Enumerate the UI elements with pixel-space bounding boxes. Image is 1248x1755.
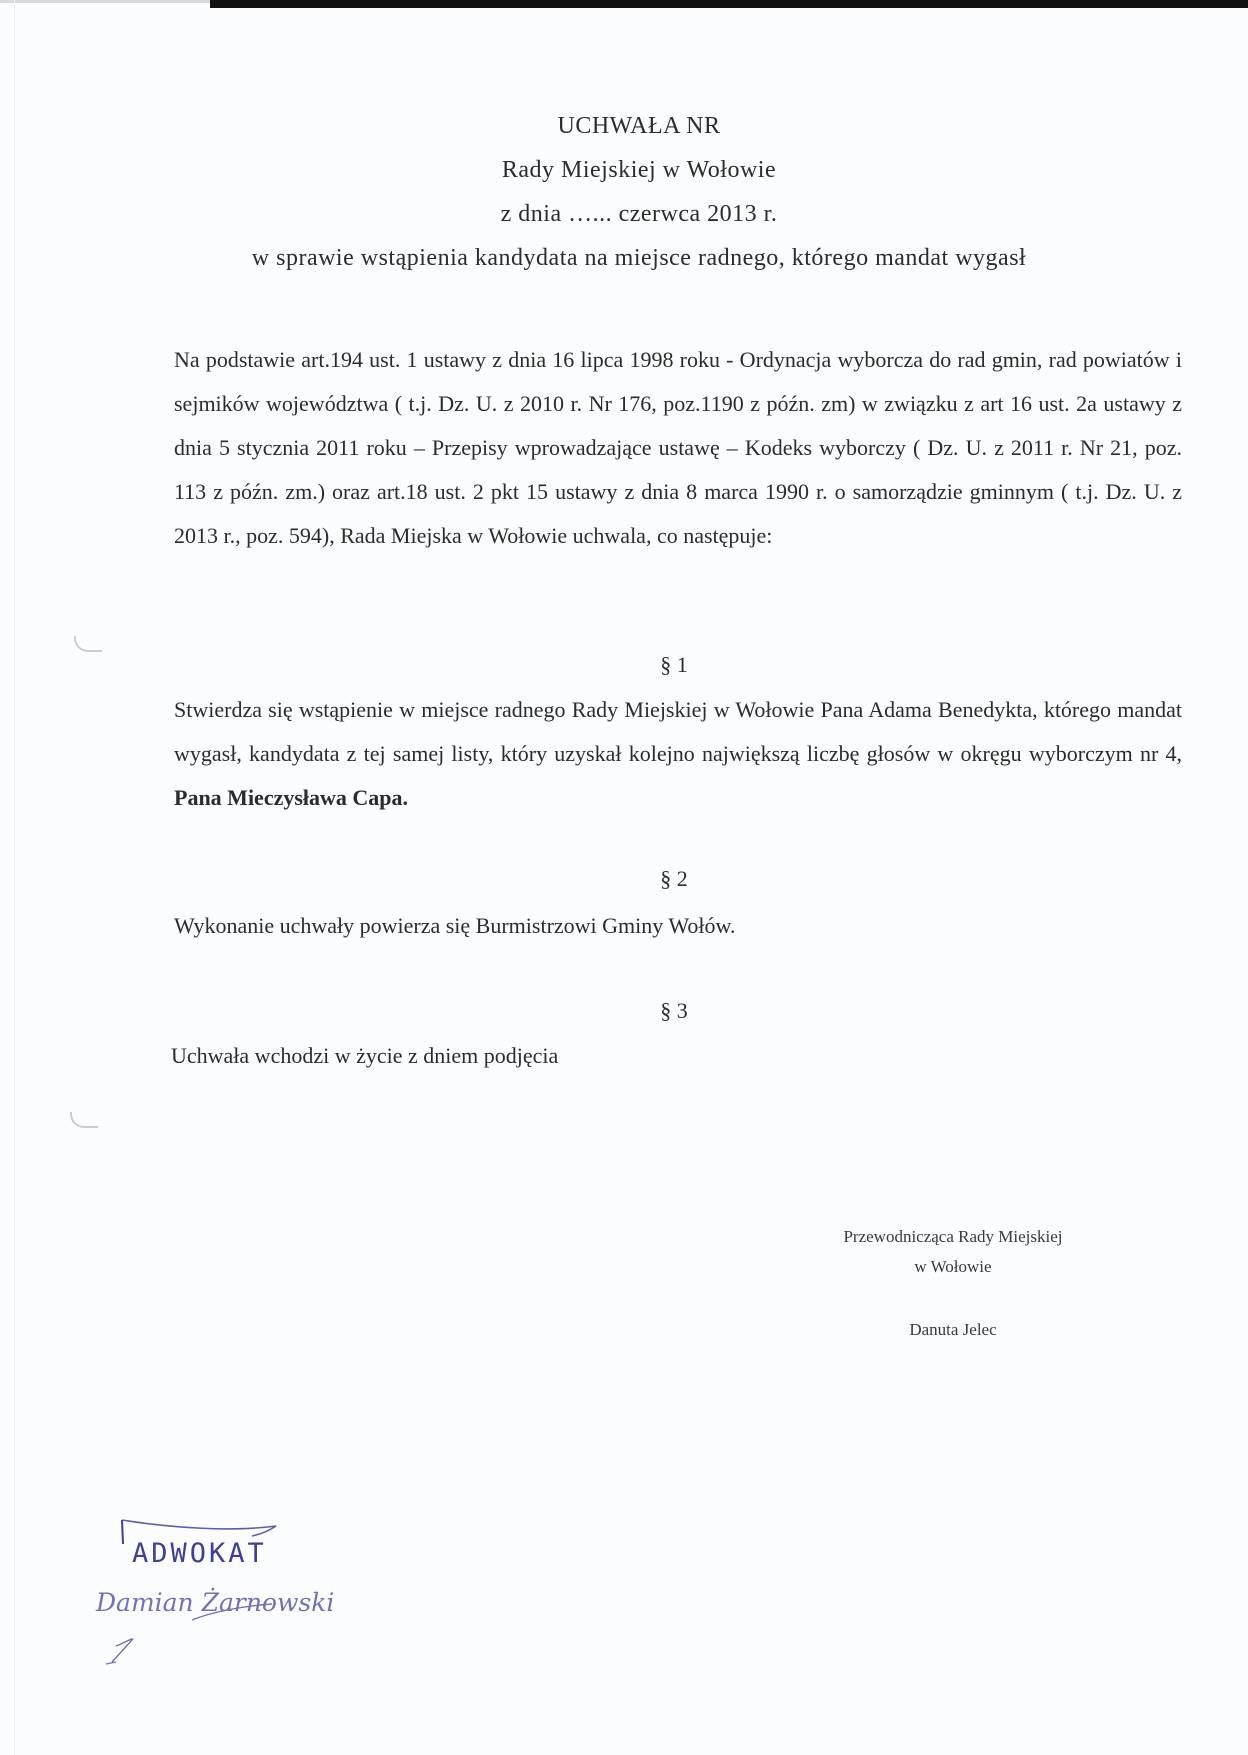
section-3-text: Uchwała wchodzi w życie z dniem podjęcia	[171, 1043, 559, 1068]
section-2-text: Wykonanie uchwały powierza się Burmistrzowi Gminy Wołów.	[174, 913, 736, 938]
section-1-text	[174, 688, 1182, 820]
scan-edge-top-left	[0, 0, 210, 3]
scan-edge-top	[210, 0, 1248, 8]
section-1-body: Stwierdza się wstąpienie w miejsce radnego Rady Miejskiej w Wołowie Pana Adama Benedykta, którego mandat wygasł, kandydata z tej samej listy, który uzyskał kolejno największą liczbę głosów w okręgu wyborczym nr 4,	[174, 697, 1182, 766]
section-mark-2: § 2	[660, 866, 688, 891]
stamp-title: ADWOKAT	[132, 1538, 267, 1569]
punch-hole-mark	[74, 636, 102, 652]
title-subject: w sprawie wstąpienia kandydata na miejsce radnego, którego mandat wygasł	[251, 245, 1027, 271]
punch-hole-mark	[70, 1112, 98, 1128]
section-mark-3: § 3	[660, 998, 688, 1023]
preamble-paragraph: Na podstawie art.194 ust. 1 ustawy z dnia 16 lipca 1998 roku - Ordynacja wyborcza do rad gmin, rad powiatów i sejmików województwa ( t.j. Dz. U. z 2010 r. Nr 176, poz.1190 z późn. zm) w związku z art 16 ust. 2a ustawy z dnia 5 stycznia 2011 roku – Przepisy wprowadzające ustawę – Kodeks wyborczy ( Dz. U. z 2011 r. Nr 21, poz. 113 z późn. zm.) oraz art.18 ust. 2 pkt 15 ustawy z dnia 8 marca 1990 r. o samorządzie gminnym ( t.j. Dz. U. z 2013 r., poz. 594), Rada Miejska w Wołowie uchwala, co następuje:	[174, 347, 1182, 548]
title-date: z dnia …... czerwca 2013 r.	[500, 201, 778, 227]
title-council: Rady Miejskiej w Wołowie	[501, 157, 777, 183]
signature-role: Przewodnicząca Rady Miejskiej	[843, 1227, 1063, 1246]
title-resolution-number: UCHWAŁA NR	[557, 113, 721, 139]
signature-block	[770, 1222, 1136, 1345]
lawyer-stamp	[92, 1512, 335, 1672]
stamp-signature: Damian Żarnowski	[96, 1588, 335, 1617]
signature-name: Danuta Jelec	[909, 1320, 997, 1339]
section-mark-1: § 1	[660, 652, 688, 677]
document-title	[0, 104, 1248, 280]
section-1-name: Pana Mieczysława Capa.	[174, 785, 409, 810]
signature-role-place: w Wołowie	[914, 1257, 992, 1276]
